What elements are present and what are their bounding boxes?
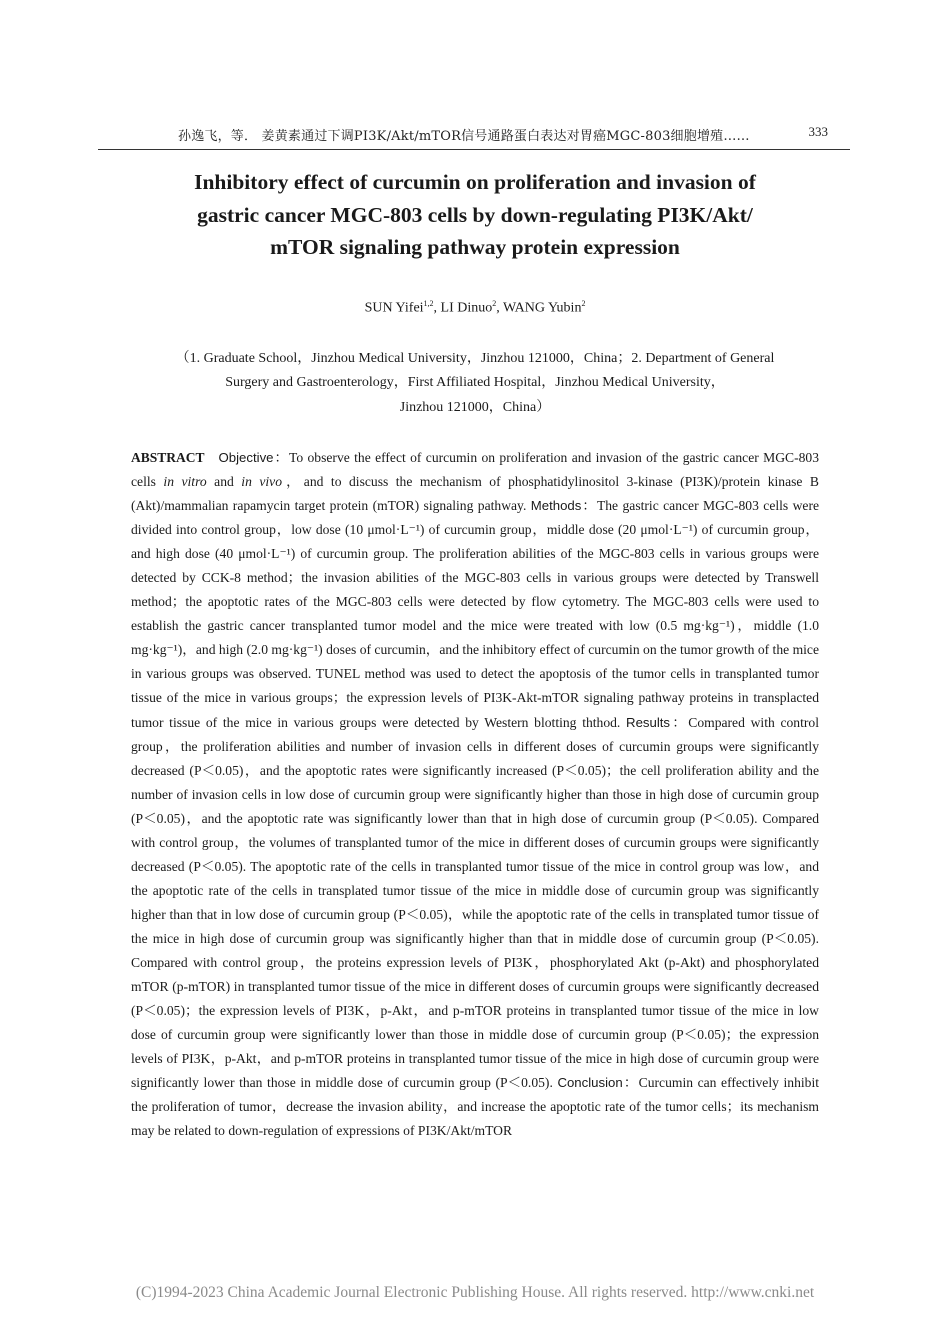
affiliation-line: Surgery and Gastroenterology，First Affiliated Hospital，Jinzhou Medical University， — [225, 375, 725, 391]
abstract — [131, 446, 819, 1143]
affiliation-block — [100, 347, 850, 420]
author-list — [100, 299, 850, 317]
running-title: 孙逸飞，等． 姜黄素通过下调PI3K/Akt/mTOR信号通路蛋白表达对胃癌MGC-803细胞增殖…… — [178, 129, 750, 144]
objective-label: Objective — [218, 450, 274, 465]
objective-text: ：To observe the effect of curcumin on proliferation and invasion of the gastric cancer MGC-803 cells — [131, 450, 819, 490]
conclusion-text: ：Curcumin can effectively inhibit the proliferation of tumor，decrease the invasion ability，and increase the apoptotic rate of the tumor cells；its mechanism may be related to down-regulation of expressions of PI3K/Akt/mTOR — [131, 1075, 819, 1139]
in-vitro-term: in vitro — [163, 474, 207, 490]
author-separator: , — [433, 300, 441, 316]
affiliation-line: （1. Graduate School，Jinzhou Medical University，Jinzhou 121000，China；2. Department of General — [175, 351, 775, 366]
affiliation-line: Jinzhou 121000，China） — [399, 399, 551, 415]
author-affiliation-mark: 2 — [581, 299, 586, 308]
title-line: gastric cancer MGC-803 cells by down-regulating PI3K/Akt/ — [197, 202, 753, 227]
objective-text-cont: ，and to discuss the mechanism of phosphatidylinositol 3-kinase (PI3K)/protein kinase B (Akt)/mammalian rapamycin target protein (mTOR) signaling pathway. — [131, 474, 819, 514]
conclusion-label: Conclusion — [557, 1075, 623, 1091]
in-vivo-term: in vivo — [241, 474, 283, 490]
author-separator: , — [496, 300, 504, 316]
copyright-footer: (C)1994-2023 China Academic Journal Electronic Publishing House. All rights reserved. http://www.cnki.net — [135, 1284, 815, 1301]
author-affiliation-mark: 2 — [492, 299, 497, 308]
author-name: LI Dinuo — [440, 300, 493, 316]
abstract-label: ABSTRACT — [131, 450, 205, 465]
page-number: 333 — [808, 124, 828, 139]
paper-title — [110, 166, 840, 264]
author-name: SUN Yifei — [364, 300, 424, 316]
methods-text: ：The gastric cancer MGC-803 cells were divided into control group，low dose (10 μmol·L⁻¹) of curcumin group，middle dose (20 μmol·L⁻¹) of curcumin group，and high dose (40 μmol·L⁻¹) of curcumin group. The proliferation abilities of the MGC-803 cells in various groups were detected by CCK-8 method；the invasion abilities of the MGC-803 cells in various groups were detected by Transwell method；the apoptotic rates of the MGC-803 cells were detected by flow cytometry. The MGC-803 cells were used to establish the gastric cancer transplanted tumor model and the mice were treated with low (0.5 mg·kg⁻¹)，middle (1.0 mg·kg⁻¹)，and high (2.0 mg·kg⁻¹) doses of curcumin，and the inhibitory effect of curcumin on the tumor growth of the mice in various groups was observed. TUNEL method was used to detect the apoptosis of the tumor cells in transplanted tumor tissue of the mice in various groups；the expression levels of PI3K-Akt-mTOR signaling pathway proteins in transplacted tumor tissue of the mice in various groups were detected by Western blotting ththod. — [131, 498, 820, 730]
conjunction: and — [206, 474, 242, 490]
results-text: ：Compared with control group，the proliferation abilities and number of invasion cells in different doses of curcumin groups were significantly decreased (P＜0.05)，and the apoptotic rates were significantly increased (P＜0.05)；the cell proliferation ability and the number of invasion cells in low dose of curcumin group were significantly higher than those in high dose of curcumin group (P＜0.05)，and the apoptotic rate was significantly lower than that in high dose of curcumin group (P＜0.05). Compared with control group，the volumes of transplanted tumor of the mice in different doses of curcumin groups were significantly decreased (P＜0.05). The apoptotic rate of the cells in transplanted tumor tissue of the mice in control group was low，and the apoptotic rate of the cells in transplated tumor tissue of the mice in middle dose of curcumin group was significantly higher than that in low dose of curcumin group (P＜0.05)，while the apoptotic rate of the cells in transplated tumor tissue of the mice in high dose of curcumin group was significantly higher than that in middle dose of curcumin group (P＜0.05). Compared with control group，the proteins expression levels of PI3K，phosphorylated Akt (p-Akt) and phosphorylated mTOR (p-mTOR) in transplanted tumor tissue of the mice in different doses of curcumin groups were significantly decreased (P＜0.05)；the expression levels of PI3K，p-Akt，and p-mTOR proteins in transplanted tumor tissue of the mice in low dose of curcumin group were significantly lower than those in middle dose of curcumin group (P＜0.05)；the expression levels of PI3K，p-Akt，and p-mTOR proteins in transplanted tumor tissue of the mice in high dose of curcumin group were significantly lower than those in middle dose of curcumin group (P＜0.05). — [131, 714, 819, 1091]
author-name: WANG Yubin — [503, 300, 582, 316]
title-line: mTOR signaling pathway protein expression — [270, 235, 680, 259]
results-label: Results — [626, 714, 671, 730]
running-header — [98, 119, 850, 150]
author-affiliation-mark: 1,2 — [423, 299, 434, 308]
methods-label: Methods — [530, 498, 582, 514]
title-line: Inhibitory effect of curcumin on proliferation and invasion of — [194, 170, 756, 194]
